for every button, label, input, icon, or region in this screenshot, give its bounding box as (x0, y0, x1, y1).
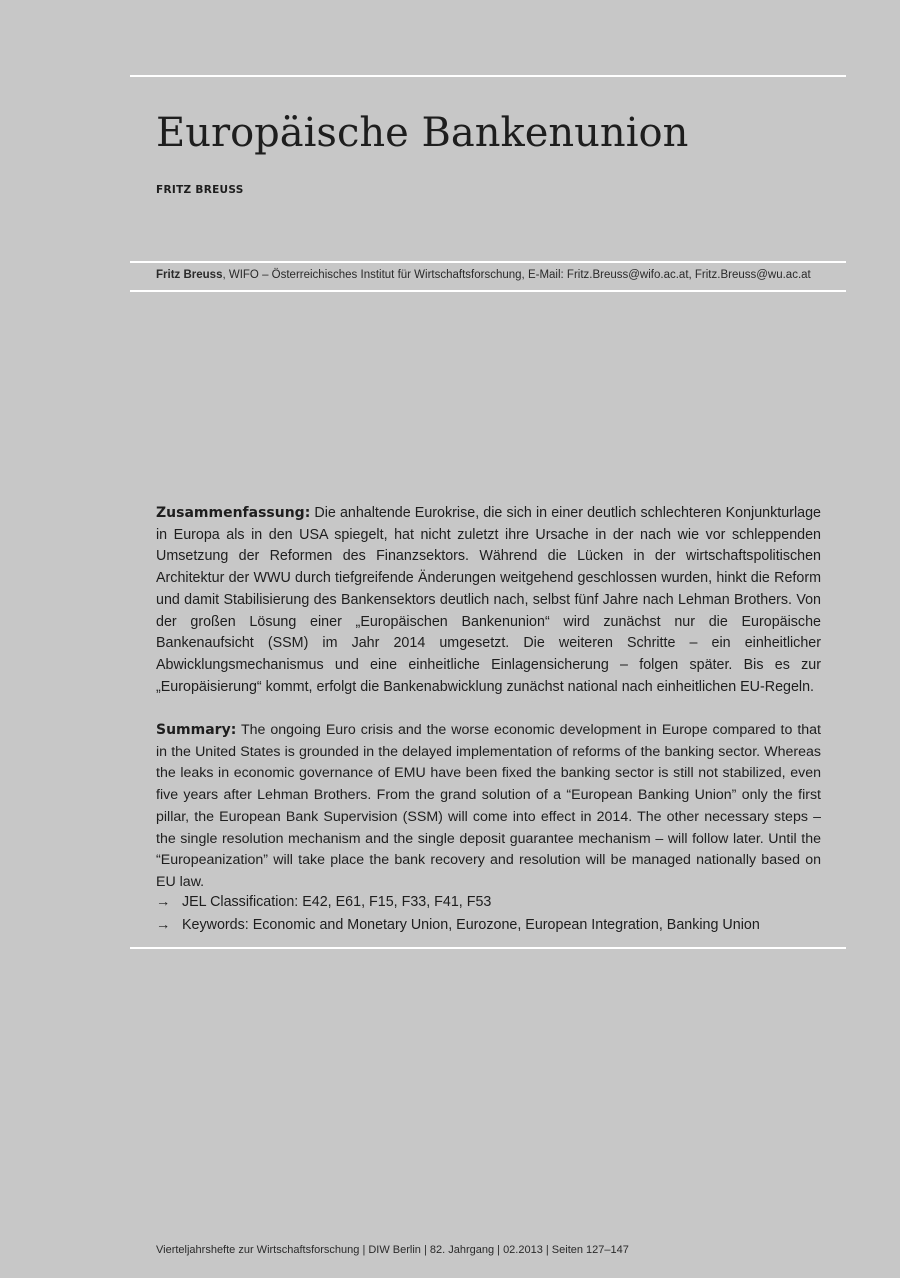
arrow-right-icon: → (156, 917, 171, 933)
abstract-english (156, 720, 821, 894)
top-divider (130, 75, 846, 77)
abstract-english-text: The ongoing Euro crisis and the worse economic development in Europe compared to that in the United States is grounded in the delayed implementation of reforms of the banking sector. Whereas the leaks in economic governance of EMU have been fixed the banking sector is still not stabilized, even five years after Lehman Brothers. From the grand solution of a “European Banking Union” only the first pillar, the European Bank Supervision (SSM) will come into effect in 2014. The other necessary steps – the single resolution mechanism and the single deposit guarantee mechanism – will follow later. Until the “Europeanization” will take place the bank recovery and resolution will be managed nationally based on EU law. (156, 722, 821, 890)
article-meta-list (156, 891, 760, 937)
abstract-german-text: Die anhaltende Eurokrise, die sich in einer deutlich schlechteren Konjunkturlage in Europa als in den USA spiegelt, hat nicht zuletzt ihre Ursache in der nach wie vor schleppenden Umsetzung der Reformen des Finanzsektors. Während die Lücken in der wirtschaftspolitischen Architektur der WWU durch tiefgreifende Änderungen weitgehend geschlossen wurden, hinkt die Reform und damit Stabilisierung des Bankensektors deutlich nach, selbst fünf Jahre nach Lehman Brothers. Von der großen Lösung einer „Europäischen Bankenunion“ wird zunächst nur die Europäische Bankenaufsicht (SSM) im Jahr 2014 umgesetzt. Die weiteren Schritte – ein einheitlicher Abwicklungsmechanismus und eine einheitliche Einlagensicherung – folgen später. Bis es zur „Europäisierung“ kommt, erfolgt die Bankenabwicklung zunächst national nach einheitlichen EU-Regeln. (156, 505, 821, 695)
article-title: Europäische Bankenunion (156, 110, 689, 156)
affiliation-bottom-divider (130, 290, 846, 292)
abstract-german (156, 503, 821, 698)
jel-classification: JEL Classification: E42, E61, F15, F33, F41, F53 (182, 894, 492, 910)
keywords-item (156, 914, 760, 937)
bottom-divider (130, 947, 846, 949)
journal-citation-footer: Vierteljahrshefte zur Wirtschaftsforschung | DIW Berlin | 82. Jahrgang | 02.2013 | Seiten 127–147 (156, 1244, 629, 1256)
abstract-german-label: Zusammenfassung: (156, 505, 311, 521)
abstract-english-label: Summary: (156, 722, 237, 738)
affiliation-details: , WIFO – Österreichisches Institut für Wirtschaftsforschung, E-Mail: Fritz.Breuss@wifo.ac.at, Fritz.Breuss@wu.ac.at (222, 269, 811, 281)
arrow-right-icon: → (156, 894, 171, 910)
affiliation-top-divider (130, 261, 846, 263)
keywords: Keywords: Economic and Monetary Union, Eurozone, European Integration, Banking Union (182, 917, 760, 933)
affiliation-author-name: Fritz Breuss (156, 269, 223, 281)
author-name: FRITZ BREUSS (156, 184, 244, 196)
jel-classification-item (156, 891, 760, 914)
author-affiliation (156, 269, 811, 281)
